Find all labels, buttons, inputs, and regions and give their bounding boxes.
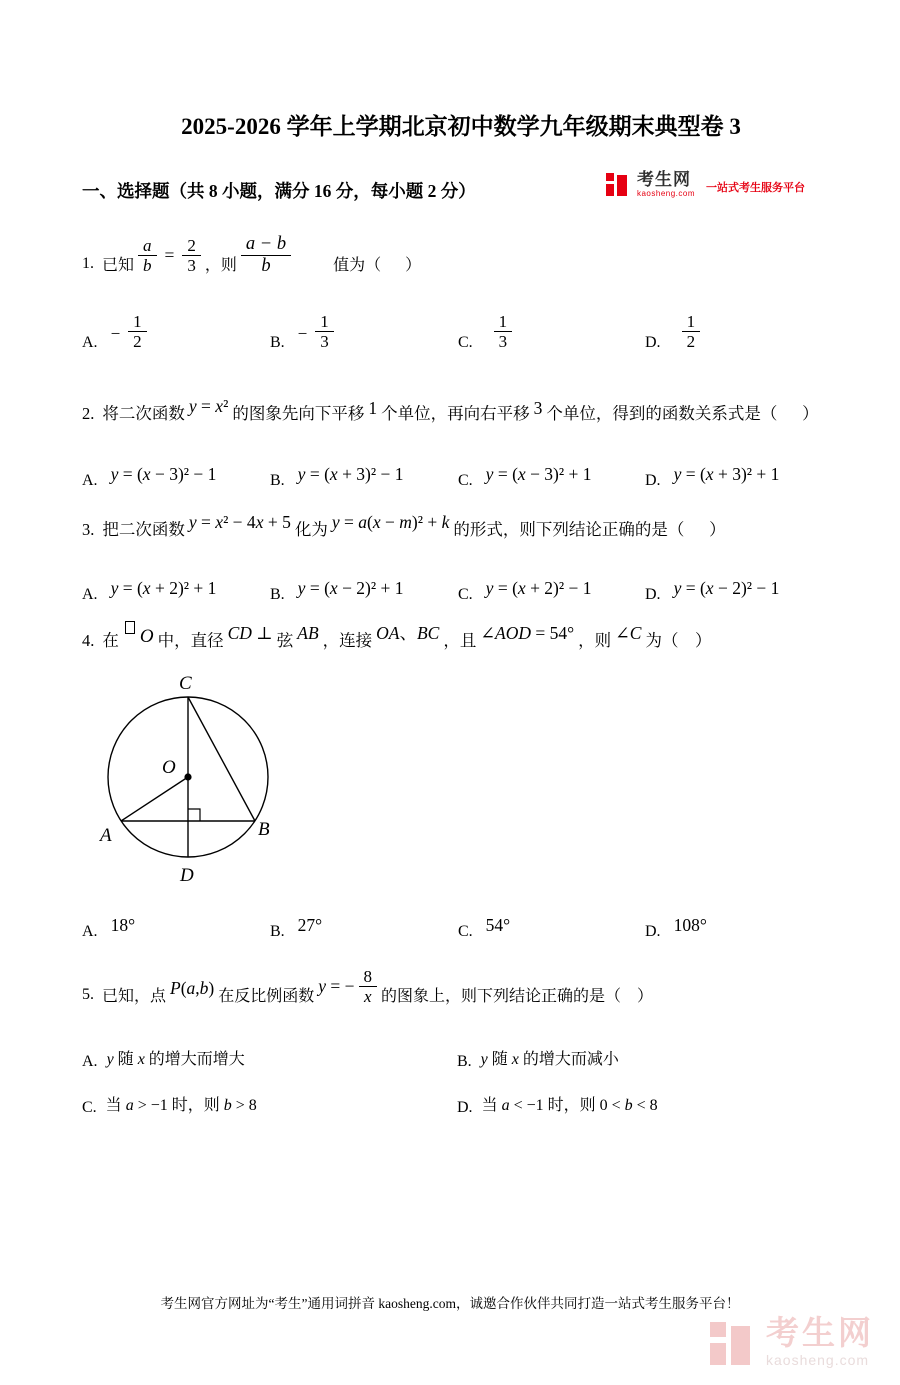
circle-symbol-box [125,621,135,634]
option-formula: y = (x + 3)² + 1 [673,463,780,484]
stem-text: 已知，点 [102,988,167,1006]
option-label: D. [645,333,661,351]
denominator: 3 [187,256,196,276]
answer-blank: 个单位，得到的函数关系式是（ ） [546,403,819,423]
kaosheng-watermark [710,1316,874,1370]
option-formula: y = (x + 2)² + 1 [110,577,217,598]
option-fraction [315,313,334,352]
question-5-stem [82,957,840,1017]
question-4-option-b [270,901,458,941]
brand-name: 考生网 [636,169,691,189]
stem-text: 个单位，再向右平移 [381,403,530,423]
question-number: 2. [82,403,95,423]
option-fraction [494,313,513,352]
formula: y = x² [188,395,229,416]
question-4-stem [82,620,840,660]
option-formula: y = (x − 3)² − 1 [110,463,217,484]
shift-amount: 1 [368,397,378,418]
question-2-options [82,454,840,490]
question-5-options-row-1 [82,1041,840,1071]
question-2-option-b [270,454,458,490]
angle-aod: ∠AOD = 54° [480,622,575,643]
option-formula: y = (x + 3)² − 1 [297,463,404,484]
right-angle-mark [188,809,200,821]
fraction-a-minus-b-over-b [241,235,291,277]
function-formula: y = − [318,976,355,997]
stem-text: 弦 [276,630,294,650]
question-3-option-b [270,568,458,604]
numerator: 1 [682,313,701,333]
equals-sign: = [164,245,175,266]
brand-tagline: 一站式考生服务平台 [706,182,805,194]
question-number: 3. [82,519,95,539]
option-label: D. [645,585,661,603]
option-label: B. [270,471,285,489]
question-3-stem [82,508,840,550]
kaosheng-logo [606,170,805,198]
label-d: D [180,864,194,886]
watermark-text [766,1316,874,1367]
stem-text: ，则 [578,630,612,650]
watermark-brand-name: 考生网 [766,1314,874,1351]
question-5-option-c [82,1087,457,1117]
stem-text: ，且 [443,630,477,650]
shift-amount: 3 [533,397,543,418]
option-value: 27° [297,914,323,935]
formula: y = x² − 4x + 5 [188,511,291,532]
brand-domain: kaosheng.com [636,188,695,198]
stem-text: 在 [102,630,119,650]
option-value: 108° [673,914,707,935]
numerator: a [138,237,157,257]
stem-text: 中，直径 [157,630,224,650]
stem-text: 已知 [102,257,135,275]
angle-c: ∠C [615,622,642,643]
segment-cd: CD ⊥ [227,622,273,643]
option-label: A. [82,922,98,940]
formula: y = a(x − m)² + k [331,511,450,532]
option-fraction [128,313,147,352]
answer-blank: 值为（ ） [333,257,422,275]
label-c: C [179,672,192,694]
option-fraction [682,313,701,352]
option-label: D. [645,471,661,489]
option-text: 当 a > −1 时，则 b > 8 [105,1096,257,1114]
option-label: A. [82,333,98,351]
section-heading: 一、选择题（共 8 小题，满分 16 分，每小题 2 分） [82,180,476,201]
option-label: D. [457,1098,473,1116]
question-4-option-c [458,901,645,941]
exam-page [0,112,900,1368]
circle-center-letter: O [139,625,154,647]
option-label: A. [82,1052,98,1070]
question-4-option-d [645,901,840,941]
question-number: 1. [82,254,94,272]
question-2-stem [82,392,840,434]
question-3-option-d [645,568,840,604]
stem-text: 将二次函数 [102,403,185,423]
question-1-options [82,308,840,360]
page-title: 2025-2026 学年上学期北京初中数学九年级期末典型卷 3 [181,114,741,139]
denominator: 2 [686,332,696,352]
kaosheng-watermark-icon [710,1316,756,1370]
footer-note: 考生网官方网址为“考生”通用词拼音 kaosheng.com，诚邀合作伙伴共同打造一站式考生服务平台！ [160,1296,740,1311]
fraction-8-over-x [359,968,378,1007]
option-label: C. [458,471,473,489]
option-label: C. [458,922,473,940]
option-value: 18° [110,914,136,935]
question-4-options [82,901,840,941]
fraction-2-over-3 [182,237,201,276]
question-5-option-b [457,1041,840,1071]
stem-text: 化为 [294,519,328,539]
question-1-option-b [270,308,458,360]
radius-oa [121,777,188,821]
page-content [0,112,900,1117]
denominator: b [261,256,271,277]
answer-blank: 的图象上，则下列结论正确的是（ ） [381,988,654,1006]
question-number: 4. [82,630,95,650]
logo-block [731,1326,750,1365]
numerator: 8 [359,968,378,988]
logo-block [606,184,614,196]
minus-sign: − [297,323,308,343]
question-3-options [82,568,840,604]
denominator: 3 [320,332,329,352]
denominator: 3 [498,332,508,352]
circle-diagram [88,672,338,890]
stem-text: 把二次函数 [102,519,185,539]
option-text: y 随 x 的增大而增大 [106,1050,245,1068]
fraction-a-over-b [138,237,157,276]
numerator: 2 [182,237,201,257]
option-label: B. [270,922,285,940]
option-label: C. [82,1098,97,1116]
label-b: B [258,818,270,840]
logo-block [617,175,627,196]
question-2-option-a [82,454,270,490]
logo-block [710,1322,726,1337]
numerator: a − b [241,235,291,256]
question-3-option-c [458,568,645,604]
label-o: O [162,756,176,778]
segment-ab: AB [297,622,319,643]
stem-text: ，连接 [322,630,373,650]
option-label: B. [457,1052,472,1070]
center-dot [184,773,191,780]
option-formula: y = (x − 2)² − 1 [673,577,780,598]
answer-blank: 的形式，则下列结论正确的是（ ） [453,519,726,539]
segments-oa-bc: OA、BC [376,622,440,643]
denominator: b [143,256,152,276]
question-1-stem [82,229,840,283]
stem-text: 的图象先向下平移 [232,403,365,423]
option-label: A. [82,585,98,603]
option-text: y 随 x 的增大而减小 [480,1050,619,1068]
question-number: 5. [82,985,94,1003]
question-1-option-a [82,308,270,360]
question-1-option-c [458,308,645,360]
point-p: P(a,b) [170,978,215,999]
option-label: B. [270,585,285,603]
question-2-option-d [645,454,840,490]
answer-blank: 为（ ） [645,630,712,650]
option-formula: y = (x + 2)² − 1 [485,577,592,598]
option-formula: y = (x − 3)² + 1 [485,463,592,484]
numerator: 1 [315,313,334,333]
numerator: 1 [128,313,147,333]
question-5-option-d [457,1087,840,1117]
stem-text: 在反比例函数 [218,988,315,1006]
question-5-option-a [82,1041,457,1071]
option-label: B. [270,333,285,351]
option-text: 当 a < −1 时，则 0 < b < 8 [481,1096,658,1114]
question-2-option-c [458,454,645,490]
minus-sign: − [110,323,121,343]
option-label: D. [645,922,661,940]
denominator: 2 [133,332,142,352]
stem-text: ，则 [204,257,237,275]
option-label: C. [458,585,473,603]
kaosheng-logo-icon [606,170,630,198]
watermark-brand-domain: kaosheng.com [766,1352,870,1368]
option-value: 54° [485,914,511,935]
numerator: 1 [494,313,513,333]
logo-block [710,1343,726,1365]
question-4-option-a [82,901,270,941]
label-a: A [100,824,112,846]
option-label: C. [458,333,473,351]
denominator: x [364,987,372,1007]
question-5-options-row-2 [82,1087,840,1117]
segment-cb [188,697,255,821]
option-formula: y = (x − 2)² + 1 [297,577,404,598]
option-label: A. [82,471,98,489]
logo-text [637,171,695,198]
logo-block [606,173,614,181]
question-3-option-a [82,568,270,604]
question-1-option-d [645,308,840,360]
